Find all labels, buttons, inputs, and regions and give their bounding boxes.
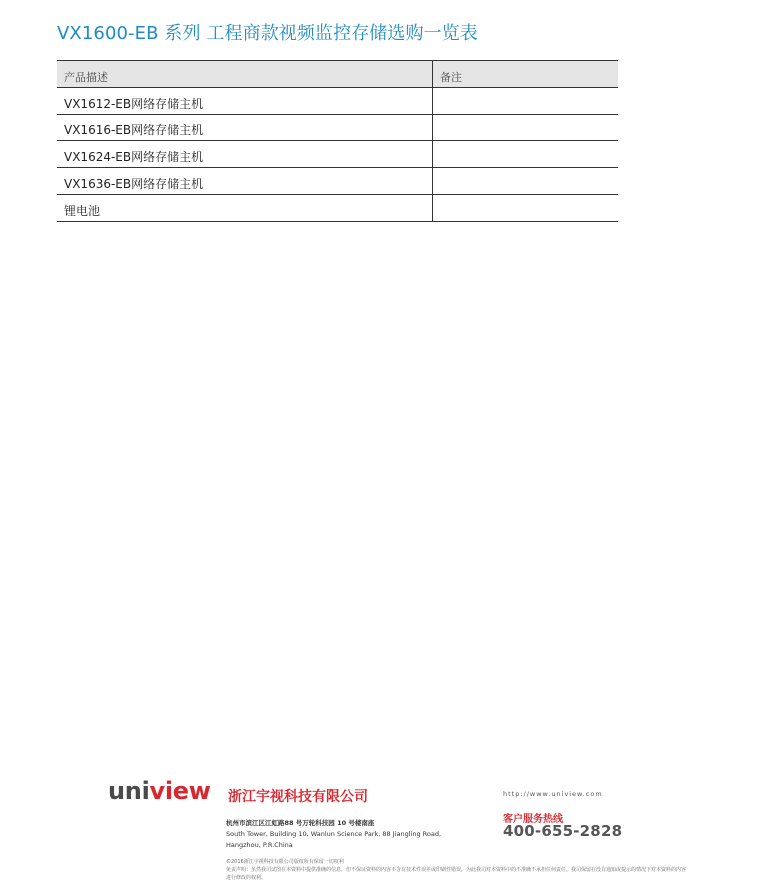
table-row <box>57 141 618 168</box>
remarks-cell <box>433 114 619 141</box>
table-row <box>57 194 618 221</box>
copyright-notice: ©2016浙江宇视科技有限公司版权所有保留一切权利 <box>226 859 344 865</box>
page-footer <box>0 770 774 891</box>
disclaimer-text: 免责声明：虽然我司试图在本资料中提供准确的信息，但不保证资料的内容不含有技术性误差或印刷性错误，为此我司对本资料中的不准确不承担任何责任。我司保留在没有通知或提示的情况下对本资料的内容进行修改的权利。 <box>226 867 687 881</box>
column-header-description: 产品描述 <box>57 61 433 88</box>
remarks-cell <box>433 168 619 195</box>
website-link[interactable]: http://www.uniview.com <box>503 790 603 798</box>
product-description-cell: VX1616-EB网络存储主机 <box>57 114 433 141</box>
hotline-label: 客户服务热线 <box>503 814 563 825</box>
hotline-number: 400-655-2828 <box>503 822 623 840</box>
logo-text-main: uni <box>108 777 150 805</box>
table-row <box>57 168 618 195</box>
remarks-cell <box>433 194 619 221</box>
product-description-cell: VX1612-EB网络存储主机 <box>57 87 433 114</box>
address-english: South Tower, Building 10, Wanlun Science Park, 88 Jiangling Road, Hangzhou, P.R.China <box>226 830 442 849</box>
product-description-cell: 锂电池 <box>57 194 433 221</box>
uniview-logo <box>108 777 211 805</box>
remarks-cell <box>433 87 619 114</box>
table-header-row <box>57 61 618 88</box>
logo-text-accent: view <box>149 777 211 805</box>
address-chinese: 杭州市滨江区江虹路88 号万轮科技园 10 号楼南座 <box>226 819 375 827</box>
company-name: 浙江宇视科技有限公司 <box>228 789 368 805</box>
table-row <box>57 87 618 114</box>
product-table <box>57 60 618 222</box>
column-header-remarks: 备注 <box>433 61 619 88</box>
product-description-cell: VX1636-EB网络存储主机 <box>57 168 433 195</box>
remarks-cell <box>433 141 619 168</box>
page-title: VX1600-EB 系列 工程商款视频监控存储选购一览表 <box>57 23 478 44</box>
product-description-cell: VX1624-EB网络存储主机 <box>57 141 433 168</box>
table-row <box>57 114 618 141</box>
